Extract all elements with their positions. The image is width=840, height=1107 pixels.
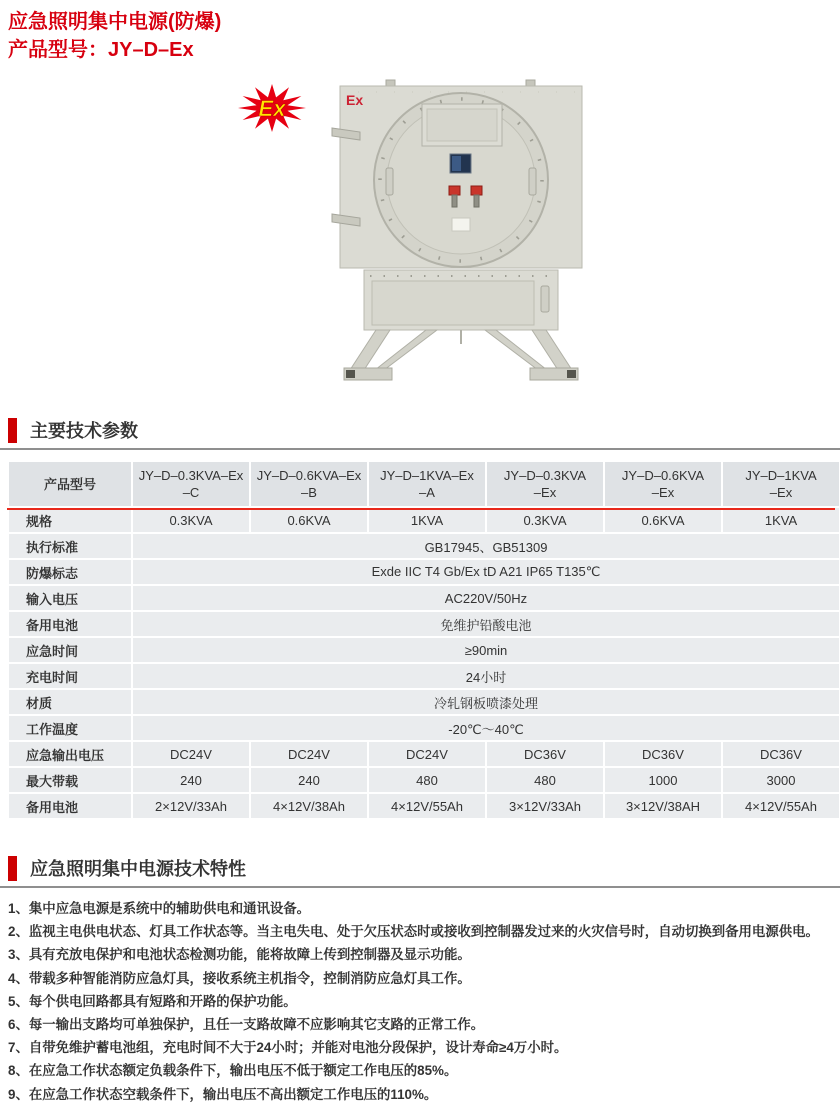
feature-item: 3、具有充放电保护和电池状态检测功能，能将故障上传到控制器及显示功能。 [8, 947, 471, 963]
push-button-left [449, 186, 460, 195]
table-row [9, 508, 839, 532]
spec-cell: 4×12V/55Ah [369, 794, 485, 818]
page-title-line2: 产品型号：JY–D–Ex [8, 39, 194, 61]
spec-cell-merged: -20℃～40℃ [133, 716, 839, 740]
row-label: 工作温度 [9, 716, 131, 740]
spec-cell: 3×12V/33Ah [487, 794, 603, 818]
spec-cell: 480 [369, 768, 485, 792]
feature-item: 1、集中应急电源是系统中的辅助供电和通讯设备。 [8, 901, 311, 916]
features-list [8, 897, 836, 1106]
table-row [9, 716, 839, 740]
product-photo [0, 72, 840, 402]
model-header: JY–D–1KVA–Ex –A [369, 462, 485, 506]
row-label: 应急时间 [9, 638, 131, 662]
cabinet-image [330, 78, 592, 382]
model-header: JY–D–0.3KVA–Ex –C [133, 462, 249, 506]
nameplate-label [452, 218, 470, 231]
table-row [9, 664, 839, 688]
spec-cell-merged: GB17945、GB51309 [133, 534, 839, 558]
feature-item: 4、带载多种智能消防应急灯具，接收系统主机指令，控制消防应急灯具工作。 [8, 970, 471, 986]
table-row [9, 560, 839, 584]
model-header: JY–D–0.6KVA –Ex [605, 462, 721, 506]
spec-cell: 2×12V/33Ah [133, 794, 249, 818]
table-row [9, 534, 839, 558]
table-row [9, 794, 839, 818]
row-label: 执行标准 [9, 534, 131, 558]
section-header-features [0, 854, 840, 888]
spec-cell: 0.6KVA [605, 508, 721, 532]
row-label: 规格 [9, 508, 131, 532]
spec-cell-merged: AC220V/50Hz [133, 586, 839, 610]
row-label: 防爆标志 [9, 560, 131, 584]
top-junction-panel [427, 109, 497, 141]
spec-cell-merged: 24小时 [133, 664, 839, 688]
section-title-features: 应急照明集中电源技术特性 [30, 859, 246, 879]
model-header: JY–D–0.3KVA –Ex [487, 462, 603, 506]
spec-cell: 3×12V/38AH [605, 794, 721, 818]
feature-item: 6、每一输出支路均可单独保护，且任一支路故障不应影响其它支路的正常工作。 [8, 1017, 485, 1033]
section-accent-bar [8, 418, 17, 443]
feature-item: 5、每个供电回路都具有短路和开路的保护功能。 [8, 993, 297, 1009]
terminal-box-door [372, 281, 534, 325]
model-header: JY–D–1KVA –Ex [723, 462, 839, 506]
spec-cell: DC36V [605, 742, 721, 766]
spec-cell: 0.3KVA [487, 508, 603, 532]
spec-cell: 4×12V/55Ah [723, 794, 839, 818]
spec-cell: DC36V [487, 742, 603, 766]
table-header-row [9, 462, 839, 506]
table-row [9, 612, 839, 636]
foot-right-opening [567, 370, 576, 378]
row-label: 最大带载 [9, 768, 131, 792]
terminal-box-handle [541, 286, 549, 312]
door-handle-left [386, 168, 393, 195]
row-label: 材质 [9, 690, 131, 714]
spec-cell: 480 [487, 768, 603, 792]
spec-cell-merged: 冷轧钢板喷漆处理 [133, 690, 839, 714]
spec-cell: 240 [133, 768, 249, 792]
spec-cell: 0.6KVA [251, 508, 367, 532]
spec-cell: DC24V [251, 742, 367, 766]
row-label: 备用电池 [9, 612, 131, 636]
table-row [9, 690, 839, 714]
section-header-specs [0, 416, 840, 450]
spec-cell: 1KVA [369, 508, 485, 532]
button-stem [452, 195, 457, 207]
feature-item: 2、监视主电供电状态、灯具工作状态等。当主电失电、处于欠压状态时或接收到控制器发过来的火灾信号时，自动切换到备用电源供电。 [8, 924, 819, 940]
spec-cell: 3000 [723, 768, 839, 792]
spec-cell: 1000 [605, 768, 721, 792]
page-title-line1: 应急照明集中电源(防爆) [8, 11, 222, 33]
push-button-right [471, 186, 482, 195]
spec-cell: 4×12V/38Ah [251, 794, 367, 818]
feature-item: 8、在应急工作状态额定负载条件下，输出电压不低于额定工作电压的85%。 [8, 1063, 458, 1079]
spec-cell: 240 [251, 768, 367, 792]
spec-cell-merged: Exde IIC T4 Gb/Ex tD A21 IP65 T135℃ [133, 560, 839, 584]
feature-item: 9、在应急工作状态空载条件下，输出电压不高出额定工作电压的110%。 [8, 1086, 438, 1102]
spec-cell: DC24V [133, 742, 249, 766]
section-title-specs: 主要技术参数 [30, 421, 138, 441]
row-label: 输入电压 [9, 586, 131, 610]
table-row [9, 638, 839, 662]
door-handle-right [529, 168, 536, 195]
cabinet-ex-mark: Ex [346, 92, 364, 108]
table-row [9, 586, 839, 610]
spec-table-wrap [7, 460, 835, 820]
spec-cell-merged: ≥90min [133, 638, 839, 662]
table-row [9, 768, 839, 792]
corner-cell: 产品型号 [9, 462, 131, 506]
display-glow [452, 156, 461, 171]
table-row [9, 742, 839, 766]
section-accent-bar [8, 856, 17, 881]
row-label: 充电时间 [9, 664, 131, 688]
spec-cell: DC24V [369, 742, 485, 766]
page-title [8, 8, 221, 64]
spec-table [7, 460, 840, 820]
spec-cell: 0.3KVA [133, 508, 249, 532]
button-stem [474, 195, 479, 207]
table-header-red-rule [7, 508, 835, 510]
spec-cell-merged: 免维护铅酸电池 [133, 612, 839, 636]
row-label: 备用电池 [9, 794, 131, 818]
foot-left-opening [346, 370, 355, 378]
feature-item: 7、自带免维护蓄电池组，充电时间不大于24小时；并能对电池分段保护，设计寿命≥4万小时。 [8, 1040, 568, 1056]
spec-cell: 1KVA [723, 508, 839, 532]
ex-star-badge-icon [234, 80, 310, 136]
ex-badge-text: Ex [258, 96, 286, 121]
spec-cell: DC36V [723, 742, 839, 766]
model-header: JY–D–0.6KVA–Ex –B [251, 462, 367, 506]
row-label: 应急输出电压 [9, 742, 131, 766]
